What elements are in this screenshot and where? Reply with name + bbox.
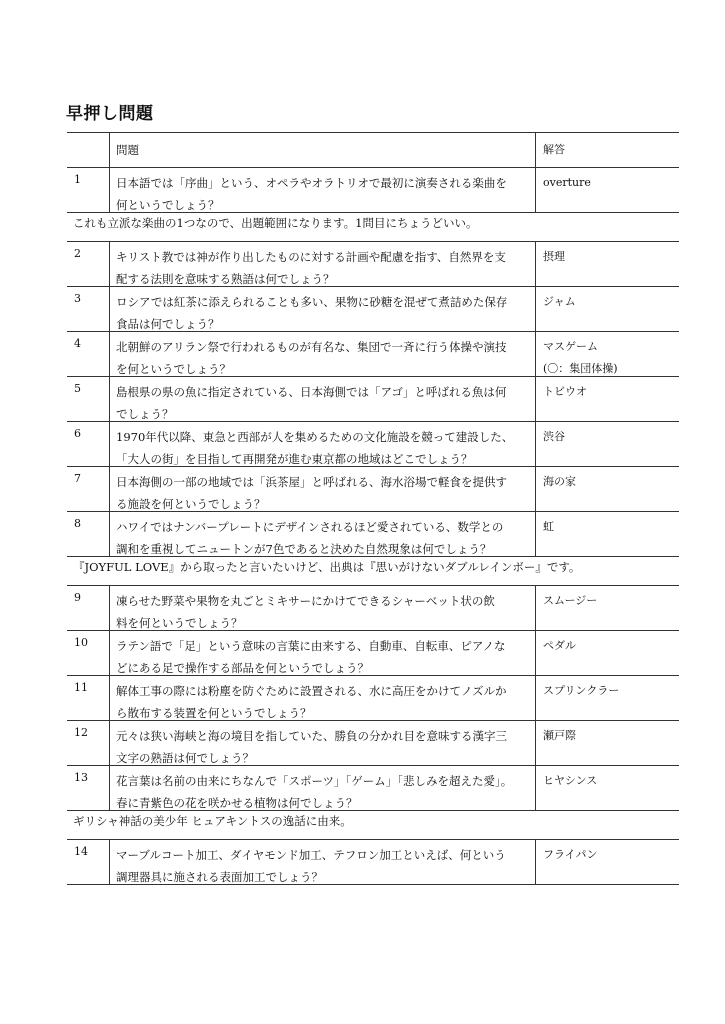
table-row (67, 466, 679, 511)
question-line: を何というでしょう？ (116, 362, 231, 376)
answer-line: スムージー (543, 594, 598, 607)
answer-text (536, 721, 679, 765)
answer-line: フライパン (543, 848, 598, 861)
answer-text (536, 467, 679, 511)
table-row (67, 376, 679, 421)
answer-line: 摂理 (543, 250, 565, 263)
page-title: 早押し問題 (66, 104, 154, 124)
question-number: 11 (74, 681, 88, 694)
question-line: 凍らせた野菜や果物を丸ごとミキサーにかけてできるシャーベット状の飲 (116, 594, 495, 608)
question-number: 8 (74, 517, 81, 530)
answer-text (536, 422, 679, 466)
question-line: マーブルコート加工、ダイヤモンド加工、テフロン加工といえば、何という (116, 848, 506, 862)
table-row (67, 331, 679, 376)
question-number: 2 (74, 247, 81, 260)
question-text (109, 287, 536, 331)
question-line: キリスト教では神が作り出したものに対する計画や配慮を指す、自然界を支 (116, 250, 506, 264)
question-text (109, 377, 536, 421)
question-line: る施設を何というでしょう？ (116, 497, 266, 511)
question-line: 何というでしょう？ (116, 198, 220, 212)
header-question: 問題 (109, 133, 536, 167)
table-row (67, 511, 679, 556)
question-line: 食品は何でしょう？ (116, 317, 220, 331)
question-line: ラテン語で「足」という意味の言葉に由来する、自動車、自転車、ピアノな (116, 639, 506, 653)
header-answer: 解答 (543, 143, 565, 156)
spacer (67, 233, 679, 241)
commentary-note: これも立派な楽曲の1つなので、出題範囲になります。1問目にちょうどいい。 (67, 212, 679, 233)
question-line: 島根県の県の魚に指定されている、日本海側では「アゴ」と呼ばれる魚は何 (116, 385, 507, 399)
answer-line: スプリンクラー (543, 684, 620, 697)
question-line: 料を何というでしょう？ (116, 616, 243, 630)
question-line: ロシアでは紅茶に添えられることも多い、果物に砂糖を混ぜて煮詰めた保存 (116, 295, 508, 309)
question-text (109, 840, 536, 884)
question-line: 調理器具に施される表面加工でしょう？ (116, 870, 323, 884)
table-header (67, 132, 679, 167)
table-row (67, 630, 679, 675)
question-line: 1970年代以降、東急と西部が人を集めるための文化施設を競って建設した、 (116, 430, 514, 444)
question-text (109, 332, 536, 376)
question-number: 5 (74, 382, 81, 395)
quiz-table (67, 132, 679, 885)
question-text (109, 631, 536, 675)
table-row (67, 585, 679, 630)
question-line: 配する法則を意味する熟語は何でしょう？ (116, 272, 335, 286)
answer-text (536, 377, 679, 421)
answer-text (536, 512, 679, 556)
question-number: 1 (74, 173, 81, 186)
answer-text (536, 840, 679, 884)
question-text (109, 242, 536, 286)
table-row (67, 241, 679, 286)
question-number: 4 (74, 337, 81, 350)
answer-line: 瀬戸際 (543, 729, 576, 742)
answer-line: 海の家 (543, 475, 576, 488)
question-line: 文字の熟語は何でしょう？ (116, 751, 254, 765)
answer-text (536, 332, 679, 376)
question-text (109, 586, 536, 630)
question-text (109, 512, 536, 556)
answer-text (536, 631, 679, 675)
question-number: 12 (74, 726, 88, 739)
question-line: ハワイではナンバープレートにデザインされるほど愛されている、数学との (116, 520, 504, 534)
answer-line: overture (543, 176, 591, 189)
table-row (67, 421, 679, 466)
question-line: 日本語では「序曲」という、オペラやオラトリオで最初に演奏される楽曲を (116, 176, 507, 190)
question-line: でしょう？ (116, 407, 174, 421)
answer-line: 虹 (543, 520, 554, 533)
question-text (109, 467, 536, 511)
question-number: 10 (74, 636, 88, 649)
table-row (67, 839, 679, 885)
answer-text (536, 766, 679, 810)
answer-line: マスゲーム (543, 340, 598, 353)
question-number: 13 (74, 771, 88, 784)
question-line: 春に青紫色の花を咲かせる植物は何でしょう？ (116, 796, 358, 810)
answer-text (536, 586, 679, 630)
answer-line: ヒヤシンス (543, 774, 598, 787)
question-text (109, 422, 536, 466)
commentary-note: ギリシャ神話の美少年 ヒュアキントスの逸話に由来。 (67, 810, 679, 831)
answer-text (536, 676, 679, 720)
question-text (109, 168, 536, 212)
question-line: 「大人の街」を目指して再開発が進む東京都の地域はどこでしょう？ (116, 452, 473, 466)
answer-line: 渋谷 (543, 430, 565, 443)
answer-text (536, 242, 679, 286)
question-number: 7 (74, 472, 81, 485)
question-line: 北朝鮮のアリラン祭で行われるものが有名な、集団で一斉に行う体操や演技 (116, 340, 507, 354)
question-number: 9 (74, 591, 81, 604)
table-row (67, 765, 679, 810)
question-number: 3 (74, 292, 81, 305)
question-text (109, 766, 536, 810)
answer-text (536, 287, 679, 331)
question-line: どにある足で操作する部品を何というでしょう？ (116, 661, 369, 675)
table-row (67, 286, 679, 331)
commentary-note: 『JOYFUL LOVE』から取ったと言いたいけど、出典は『思いがけないダブルレインボー』です。 (67, 556, 679, 577)
question-line: ら散布する装置を何というでしょう？ (116, 706, 312, 720)
question-line: 元々は狭い海峡と海の境目を指していた、勝負の分かれ目を意味する漢字三 (116, 729, 507, 743)
question-text (109, 676, 536, 720)
question-line: 花言葉は名前の由来にちなんで「スポーツ」「ゲーム」「悲しみを超えた愛」。 (116, 774, 513, 788)
question-number: 14 (74, 845, 88, 858)
answer-text (536, 168, 679, 212)
question-line: 解体工事の際には粉塵を防ぐために設置される、水に高圧をかけてノズルか (116, 684, 507, 698)
answer-line: ジャム (543, 295, 576, 308)
question-number: 6 (74, 427, 81, 440)
question-line: 日本海側の一部の地域では「浜茶屋」と呼ばれる、海水浴場で軽食を提供す (116, 475, 507, 489)
table-row (67, 675, 679, 720)
question-line: 調和を重視してニュートンが7色であると決めた自然現象は何でしょう？ (116, 542, 492, 556)
answer-line: (〇：集団体操) (543, 362, 618, 375)
spacer (67, 577, 679, 585)
answer-line: ペダル (543, 639, 576, 652)
spacer (67, 831, 679, 839)
table-row (67, 167, 679, 212)
table-row (67, 720, 679, 765)
answer-line: トビウオ (543, 385, 587, 398)
question-text (109, 721, 536, 765)
